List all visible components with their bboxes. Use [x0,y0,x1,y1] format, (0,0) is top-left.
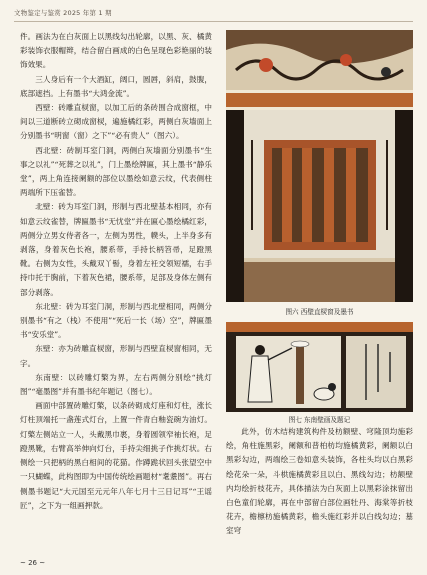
left-text-column [20,30,212,545]
journal-title: 文物鉴定与鉴赏 2025 年第 1 期 [14,9,112,17]
paragraph: 东壁：亦为砖雕直棂窗，形制与西壁直棂窗相同，无字。 [20,344,212,368]
right-text-column [226,425,413,545]
mural-lamp-image [226,322,413,412]
paragraph: 东南壁：以砖雕灯檠为界，左右两侧分别绘“挑灯图”“毫墨图”并有墨书纪年题记（图七）。 [20,372,212,397]
paragraph: 西壁：砖雕直棂窗，以加工后的条砖围合成窗框，中间以三道断砖立砌成窗棂，遍施橘红彩，两侧白灰墙面上分别墨书“明窗（窗）之下”“必有贵人”（图六）。 [20,103,212,141]
paragraph: 北壁：砖为耳室门洞，形制与西北壁基本相同，亦有如意云纹雀替，牌匾墨书“无忧堂”并在匾心墨绘橘红彩，两侧分立男女侍者各一，左侧为男性，幞头，上半身多有剥落，身着灰色长袍，腰系带，手持长柄笤帚，足蹬黑靴。右侧为女性，头戴双丫髻，身着左衽交领短襦，右手持巾托于胸前，下着灰色裙，腰系带，足部及身体左侧有部分剥落。 [20,202,212,297]
paragraph: 西北壁：砖制耳室门洞，两侧白灰墙面分别墨书“生事之以礼”“死葬之以礼”，门上墨绘牌匾，其上墨书“静乐堂”，两上角连接阑额的部位以墨绘如意云纹，代表侧柱两端所下压雀替。 [20,145,212,198]
paragraph: 东北壁：砖为耳室门洞，形制与西北壁相同，两侧分别墨书“有之（栈）不使用”“死后一长（场）空”，牌匾墨书“安乐堂”。 [20,301,212,340]
figure-6-caption: 图六 西壁直棂窗及墨书 [285,308,354,316]
running-header [14,8,413,22]
page-number: ~ 26 ~ [20,559,46,567]
figure-7-photo [226,322,413,412]
paragraph: 此外，仿木结构建筑构件及枋额壁、穹隆顶均施彩绘，角柱施黑彩，阑额和普柏枋均施橘黄彩，阑额以白黑彩勾边，两端绘三卷如意头装饰，各柱头均以白黑彩绘花朵一朵，斗栱施橘黄彩且以白、黑线勾边；枋额壁内均绘折枝花卉，具体描法为白灰面上以黑彩涂抹留出白色童们轮廓，再在中部留白部位画牡丹、海棠等折枝花卉，檐檩枋施橘黄彩，檐头施红彩并以白线勾边；墓室穹 [226,427,413,536]
paragraph: 三人身后有一个大酒缸，阔口，圆唇，斜肩，鼓腹，底部遮挡。上有墨书“大鸿金流”。 [20,74,212,98]
mural-window-image [226,30,413,302]
figure-7-caption: 图七 东南壁画及题记 [288,416,351,424]
paragraph: 件。画法为在白灰面上以黑线勾出轮廓，以黑、灰、橘黄彩装饰衣服帽辫，结合留白画成的白色呈现色彩艳丽的装饰效果。 [20,32,212,70]
figure-6-photo [226,30,413,302]
paragraph: 画面中部置砖雕灯檠，以条砖砌成灯座和灯柱，涨长灯柱顶端托一盏莲式灯台，上置一件青白釉瓷碗为油灯。灯檠左侧站立一人，头戴黑巾裹，身着圆领窄袖长袍，足蹬黑靴，右臂高举伸向灯台，手持尖细挑子作挑灯状。右侧绘一只把柄的黑白相间的花猫。作蹲跪状回头张望空中一只蝴蝶，此构图即为中国传统绘画题材“耄耋图”。再右侧墨书题记“大元国至元元年八年七月十三日记耳”“王谣匠”，之下为一组画押款。 [20,401,212,510]
